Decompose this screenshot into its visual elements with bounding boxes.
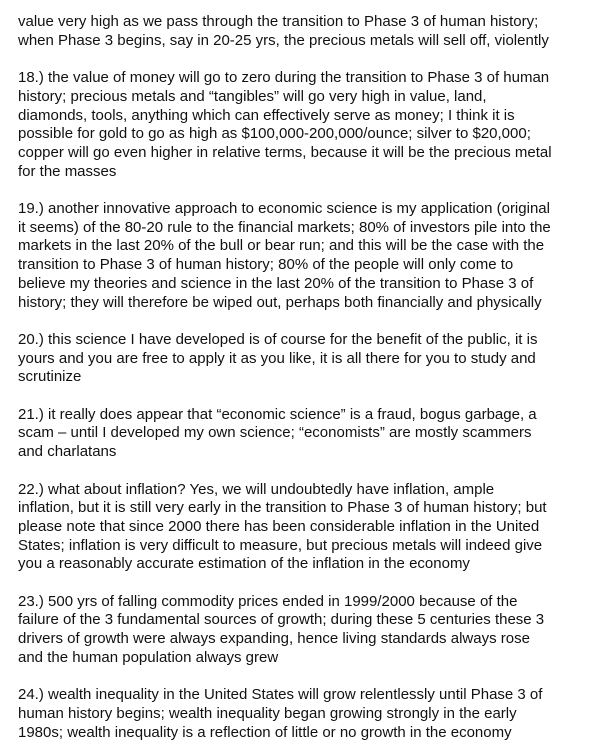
paragraph-item-24 [18, 686, 594, 742]
text-line: States; inflation is very difficult to measure, but precious metals will indeed give [18, 536, 543, 554]
text-line: yours and you are free to apply it as you like, it is all there for you to study and [18, 349, 536, 367]
text-line: 24.) wealth inequality in the United States will grow relentlessly until Phase 3 of [18, 686, 543, 704]
text-line: scam – until I developed my own science; “economists” are mostly scammers [18, 424, 532, 442]
text-line: when Phase 3 begins, say in 20-25 yrs, the precious metals will sell off, violently [18, 31, 549, 49]
text-line: scrutinize [18, 368, 82, 386]
text-line: believe my theories and science in the last 20% of the transition to Phase 3 of [18, 274, 534, 292]
paragraph-item-21 [18, 406, 594, 462]
paragraph-item-19 [18, 200, 594, 312]
text-line: 21.) it really does appear that “economic science” is a fraud, bogus garbage, a [18, 405, 537, 423]
text-line: possible for gold to go as high as $100,000-200,000/ounce; silver to $20,000; [18, 125, 531, 143]
text-line: please note that since 2000 there has been considerable inflation in the United [18, 517, 540, 535]
text-line: transition to Phase 3 of human history; 80% of the people will only come to [18, 256, 514, 274]
text-line: and the human population always grew [18, 648, 279, 666]
text-line: history; they will therefore be wiped out, perhaps both financially and physically [18, 293, 542, 311]
text-line: human history begins; wealth inequality began growing strongly in the early [18, 704, 517, 722]
text-line: it seems) of the 80-20 rule to the financial markets; 80% of investors pile into the [18, 218, 551, 236]
paragraph-item-23 [18, 593, 594, 668]
text-line: 19.) another innovative approach to economic science is my application (original [18, 200, 550, 217]
text-line: failure of the 3 fundamental sources of growth; during these 5 centuries these 3 [18, 611, 545, 629]
text-line: history; precious metals and “tangibles” will go very high in value, land, [18, 87, 487, 105]
paragraph-item-22 [18, 481, 594, 575]
text-line: markets in the last 20% of the bull or bear run; and this will be the case with the [18, 237, 545, 255]
paragraph-item-18 [18, 69, 594, 181]
text-line: 20.) this science I have developed is of course for the benefit of the public, it is [18, 330, 538, 348]
text-line: for the masses [18, 162, 117, 180]
text-line: 23.) 500 yrs of falling commodity prices ended in 1999/2000 because of the [18, 592, 518, 610]
text-line: 1980s; wealth inequality is a reflection of little or no growth in the economy [18, 723, 512, 741]
text-line: 22.) what about inflation? Yes, we will undoubtedly have inflation, ample [18, 480, 495, 498]
text-line: copper will go even higher in relative terms, because it will be the precious metal [18, 143, 552, 161]
text-line: inflation, but it is still very early in the transition to Phase 3 of human history; but [18, 499, 547, 517]
text-line: you a reasonably accurate estimation of the inflation in the economy [18, 555, 470, 573]
text-line: diamonds, tools, anything which can effectively serve as money; I think it is [18, 106, 515, 124]
text-line: drivers of growth were always expanding, hence living standards always rose [18, 630, 530, 648]
text-line: value very high as we pass through the transition to Phase 3 of human history; [18, 13, 539, 30]
paragraph-item-20 [18, 331, 594, 387]
text-line: and charlatans [18, 443, 117, 461]
paragraph-item-17-continuation [18, 13, 594, 50]
text-line: 18.) the value of money will go to zero during the transition to Phase 3 of human [18, 69, 550, 87]
